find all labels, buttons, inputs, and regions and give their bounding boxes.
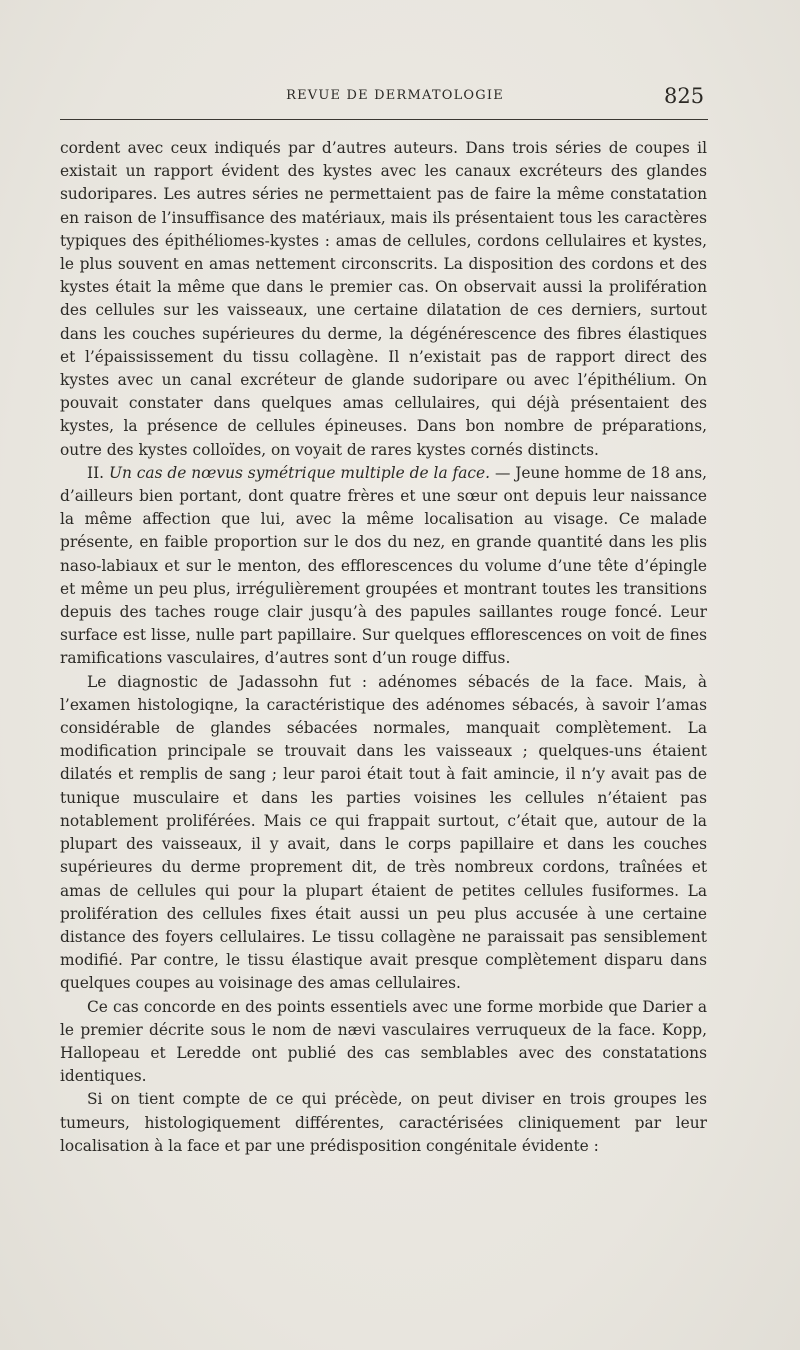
paragraph-classification: Si on tient compte de ce qui précède, on peut diviser en trois groupes les tumeurs, histologiquement différentes, caractérisées cliniquement par leur localisation à la face et par une prédisposition congénitale évidente : — [60, 1090, 707, 1155]
case-description: — Jeune homme de 18 ans, d’ailleurs bien portant, dont quatre frères et une sœur ont depuis leur naissance la même affection que lui, avec la même localisation au visage. Ce malade présente, en faible proportion sur le dos du nez, en grande quantité dans les plis naso-labiaux et sur le menton, des efflorescences du volume d’une tête d’épingle et même un peu plus, irrégulièrement groupées et montrant toutes les transitions depuis des taches rouge clair jusqu’à des papules saillantes rouge foncé. Leur surface est lisse, nulle part papillaire. Sur quelques efflorescences on voit de fines ramifications vasculaires, d’autres sont d’un rouge diffus. — [60, 463, 707, 668]
article-body — [60, 137, 707, 1158]
case-number: II. — [87, 463, 105, 482]
paragraph-comparison: Ce cas concorde en des points essentiels avec une forme morbide que Darier a le premier décrite sous le nom de nævi vasculaires verruqueux de la face. Kopp, Hallopeau et Leredde ont publié des cas semblables avec des constatations identiques. — [60, 997, 707, 1086]
paragraph-diagnosis: Le diagnostic de Jadassohn fut : adénomes sébacés de la face. Mais, à l’examen histologiqne, la caractéristique des adénomes sébacés, à savoir l’amas considérable de glandes sébacées normales, manquait complètement. La modification principale se trouvait dans les vaisseaux ; quelques-uns étaient dilatés et remplis de sang ; leur paroi était tout à fait amincie, il n’y avait pas de tunique musculaire et dans les parties voisines les cellules n’étaient pas notablement proliférées. Mais ce qui frappait surtout, c’était que, autour de la plupart des vaisseaux, il y avait, dans le corps papillaire et dans les couches supérieures du derme proprement dit, de très nombreux cordons, traînées et amas de cellules qui pour la plupart étaient de petites cellules fusiformes. La prolifération des cellules fixes était aussi un peu plus accusée à une certaine distance des foyers cellulaires. Le tissu collagène ne paraissait pas sensiblement modifié. Par contre, le tissu élastique avait presque complètement disparu dans quelques coupes au voisinage des amas cellulaires. — [60, 672, 707, 993]
header-rule — [60, 119, 708, 120]
paragraph-continuation: cordent avec ceux indiqués par d’autres auteurs. Dans trois séries de coupes il existait un rapport évident des kystes avec les canaux excréteurs des glandes sudoripares. Les autres séries ne permettaient pas de faire la même constatation en raison de l’insuffisance des matériaux, mais ils présentaient tous les caractères typiques des épithéliomes-kystes : amas de cellules, cordons cellulaires et kystes, le plus souvent en amas nettement circonscrits. La disposition des cordons et des kystes était la même que dans le premier cas. On observait aussi la prolifération des cellules sur les vaisseaux, une certaine dilatation de ces derniers, surtout dans les couches supérieures du derme, la dégénérescence des fibres élastiques et l’épaississement du tissu collagène. Il n’existait pas de rapport direct des kystes avec un canal excréteur de glande sudoripare ou avec l’épithélium. On pouvait constater dans quelques amas cellulaires, qui déjà présentaient des kystes, la présence de cellules épineuses. Dans bon nombre de préparations, outre des kystes colloïdes, on voyait de rares kystes cornés distincts. — [60, 139, 707, 459]
page-number: 825 — [664, 84, 705, 108]
journal-title: REVUE DE DERMATOLOGIE — [286, 88, 504, 103]
running-head — [0, 84, 800, 110]
paragraph-case-two — [60, 462, 707, 671]
case-title: Un cas de nœvus symétrique multiple de la face. — [108, 463, 491, 482]
